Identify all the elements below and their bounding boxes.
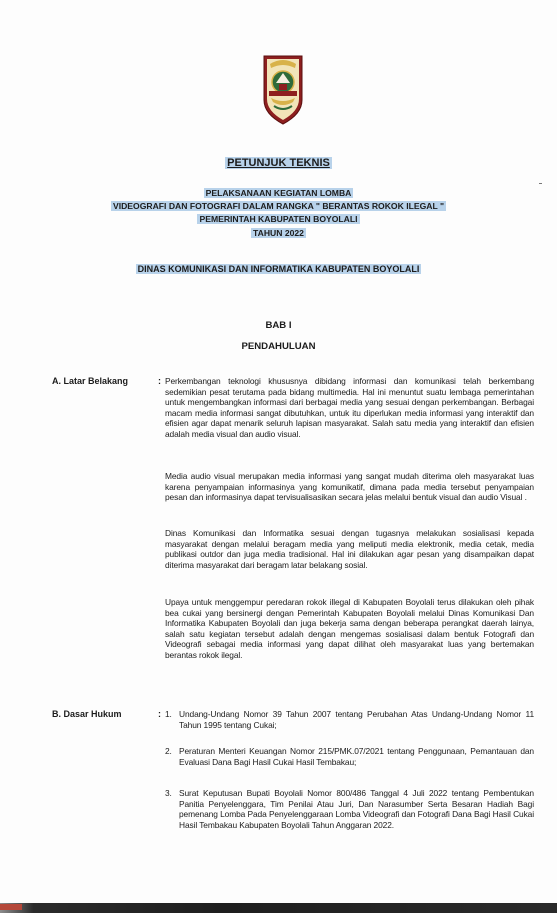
latar-paragraph-1: Perkembangan teknologi khususnya dibidang informasi dan komunikasi telah berkembang sedemikian pesat terutama pada bidang multimedia. Hal ini menuntut suatu lembaga pemerintahan untuk mengembangkan informasi dari berbagai media yang sesuai dengan perkembangan. Berbagai macam media informasi sangat dibutuhkan, untuk itu diperlukan media informasi yang interaktif dan efisien agar dapat menarik seluruh lapisan masyarakat. Salah satu media yang interaktif dan efisien adalah media visual dan audio visual. — [165, 376, 534, 439]
list-item-text: Peraturan Menteri Keuangan Nomor 215/PMK.07/2021 tentang Penggunaan, Pemantauan dan Evaluasi Dana Bagi Hasil Cukai Hasil Tembakau; — [179, 746, 534, 767]
viewer-bottom-bar — [0, 903, 557, 913]
list-item-number: 3. — [165, 788, 172, 798]
latar-paragraph-2: Media audio visual merupakan media informasi yang sangat mudah diterima oleh masyarakat luas karena penyampaian informasinya yang komunikatif, dimana pada media tersebut penyampaian pesan dan informasinya dapat tervisualisasikan secara jelas melalui bentuk visual dan audio Visual . — [165, 471, 534, 503]
department-name: DINAS KOMUNIKASI DAN INFORMATIKA KABUPATEN BOYOLALI — [137, 264, 420, 274]
document-title: PETUNJUK TEKNIS — [227, 157, 330, 169]
chapter-name: PENDAHULUAN — [241, 341, 316, 352]
subtitle-line-4: TAHUN 2022 — [253, 228, 304, 238]
section-a-label: A. Latar Belakang — [52, 376, 129, 386]
subtitle-line-3: PEMERINTAH KABUPATEN BOYOLALI — [199, 214, 358, 224]
scan-mark — [539, 183, 542, 184]
subtitle-line-2: VIDEOGRAFI DAN FOTOGRAFI DALAM RANGKA " BERANTAS ROKOK ILEGAL " — [112, 201, 445, 211]
list-item-number: 1. — [165, 709, 172, 719]
chapter-number: BAB I — [265, 320, 292, 331]
latar-paragraph-3: Dinas Komunikasi dan Informatika sesuai dengan tugasnya melakukan sosialisasi kepada masyarakat dengan melalui beragam media yang meliputi media elektronik, media cetak, media publikasi outdor dan juga media tradisional. Hal ini dilakukan agar pesan yang disampaikan dapat diterima masyarakat dari beragam latar belakang sosial. — [165, 528, 534, 570]
subtitle-line-1: PELAKSANAAN KEGIATAN LOMBA — [205, 188, 352, 198]
section-a-colon: : — [158, 376, 161, 386]
list-item-text: Undang-Undang Nomor 39 Tahun 2007 tentang Perubahan Atas Undang-Undang Nomor 11 Tahun 1995 tentang Cukai; — [179, 709, 534, 730]
section-b-colon: : — [158, 709, 161, 719]
section-b-label: B. Dasar Hukum — [52, 709, 122, 719]
latar-paragraph-4: Upaya untuk menggempur peredaran rokok illegal di Kabupaten Boyolali terus dilakukan oleh pihak bea cukai yang bersinergi dengan Pemerintah Kabupaten Boyolali melalui Dinas Komunikasi Dan Informatika Kabupaten Boyolali dan juga bekerja sama dengan beberapa perangkat daerah lainya, salah satu kegiatan tersebut adalah dengan mengemas sosialisasi dalam bentuk Fotografi dan Videografi sebagai media informasi yang dapat dilihat oleh masyarakat luas yang bertemakan berantas rokok ilegal. — [165, 597, 534, 660]
list-item-text: Surat Keputusan Bupati Boyolali Nomor 800/486 Tanggal 4 Juli 2022 tentang Pembentukan Panitia Penyelenggara, Tim Penilai Atau Juri, Dan Narasumber Serta Besaran Hadiah Bagi pemenang Lomba Pada Penyelenggaraan Lomba Videografi dan Fotografi Dana Bagi Hasil Cukai Hasil Tembakau Kabupaten Boyolali Tahun Anggaran 2022. — [179, 788, 534, 830]
bottom-bar-accent — [0, 904, 22, 910]
boyolali-crest-icon — [262, 54, 304, 126]
list-item-number: 2. — [165, 746, 172, 756]
